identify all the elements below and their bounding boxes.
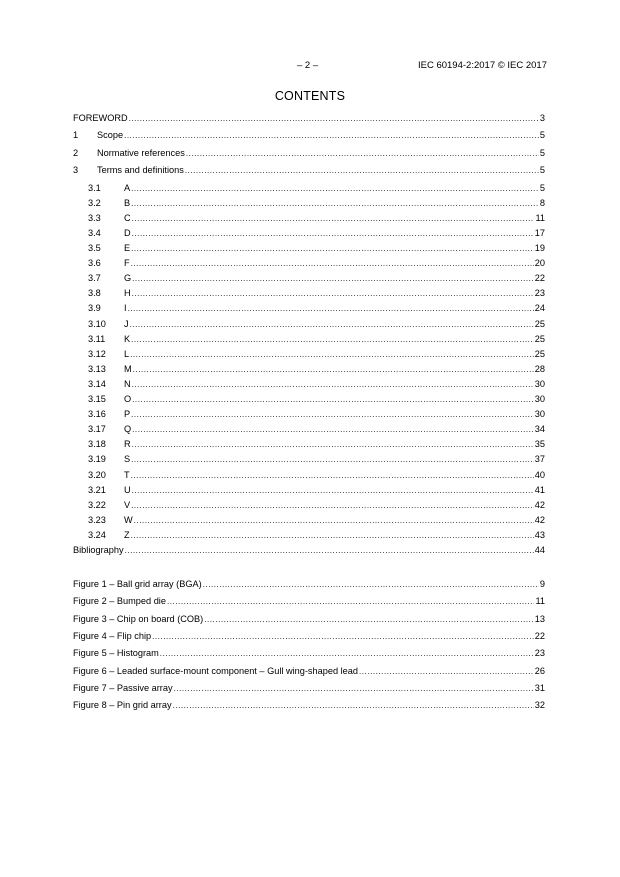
figure-entry-page: 32 [534,700,545,710]
dot-leader [133,363,534,376]
toc-entry-label: Z [124,530,130,540]
toc-entry[interactable] [73,453,545,466]
dot-leader [131,242,534,255]
dot-leader [131,408,534,421]
toc-entry-number: 3.4 [88,228,101,238]
toc-entry-page: 44 [534,545,545,555]
dot-leader [132,423,534,436]
toc-entry-page: 25 [534,349,545,359]
dot-leader [132,227,534,240]
figure-entry[interactable] [73,647,545,660]
toc-entry-number: 1 [73,130,79,140]
toc-entry-label: T [124,470,130,480]
toc-entry-page: 42 [534,515,545,525]
figure-entry[interactable] [73,682,545,695]
toc-entry[interactable] [73,378,545,391]
figure-entry-label: Figure 6 – Leaded surface-mount component – Gull wing-shaped lead [73,666,358,676]
toc-entry-number: 2 [73,148,79,158]
toc-entry-number: 3.19 [88,454,106,464]
toc-entry[interactable] [73,484,545,497]
toc-entry-number: 3.16 [88,409,106,419]
dot-leader [131,197,539,210]
toc-entry-page: 23 [534,288,545,298]
toc-entry-label: F [124,258,130,268]
page-number: – 2 – [297,60,319,71]
toc-entry-page: 17 [534,228,545,238]
toc-entry[interactable] [73,363,545,376]
toc-entry-label: M [124,364,132,374]
toc-entry-number: 3.5 [88,243,101,253]
figure-entry-page: 23 [534,648,545,658]
toc-entry[interactable] [73,147,545,160]
dot-leader [132,393,534,406]
dot-leader [167,595,535,608]
figure-entry[interactable] [73,595,545,608]
toc-entry[interactable] [73,257,545,270]
toc-entry-label: E [124,243,131,253]
toc-entry[interactable] [73,348,545,361]
toc-entry-label: O [124,394,132,404]
toc-entry-number: 3 [73,165,79,175]
dot-leader [131,257,534,270]
toc-entry-page: 19 [534,243,545,253]
toc-entry[interactable] [73,333,545,346]
toc-entry[interactable] [73,242,545,255]
toc-entry-number: 3.20 [88,470,106,480]
figure-entry-page: 22 [534,631,545,641]
toc-entry-number: 3.6 [88,258,101,268]
toc-entry-label: L [124,349,130,359]
dot-leader [130,348,534,361]
toc-entry-page: 41 [534,485,545,495]
dot-leader [128,302,534,315]
toc-entry-number: 3.21 [88,485,106,495]
dot-leader [134,514,534,527]
dot-leader [132,484,534,497]
dot-leader [131,499,534,512]
toc-entry-number: 3.18 [88,439,106,449]
toc-entry[interactable] [73,197,545,210]
figure-entry[interactable] [73,578,545,591]
figure-entry-label: Figure 5 – Histogram [73,648,159,658]
dot-leader [131,453,534,466]
toc-entry-number: 3.15 [88,394,106,404]
page-title: CONTENTS [274,89,346,103]
figure-entry-page: 9 [539,579,545,589]
toc-entry-label: D [124,228,131,238]
toc-entry-page: 30 [534,394,545,404]
toc-entry-page: 37 [534,454,545,464]
standard-reference: IEC 60194-2:2017 © IEC 2017 [417,60,547,71]
toc-entry-page: 5 [539,148,545,158]
dot-leader [124,129,539,142]
toc-entry-page: 11 [535,213,545,223]
toc-entry-label: W [124,515,133,525]
dot-leader [132,438,534,451]
toc-entry-page: 5 [539,183,545,193]
figure-entry-page: 13 [534,614,545,624]
dot-leader [359,665,534,678]
toc-entry-label: S [124,454,131,464]
toc-entry-label: Scope [97,130,124,140]
toc-entry[interactable] [73,438,545,451]
dot-leader [152,630,534,643]
toc-entry-label: V [124,500,131,510]
toc-entry-page: 24 [534,303,545,313]
toc-entry-number: 3.7 [88,273,101,283]
figure-entry[interactable] [73,665,545,678]
dot-leader [173,699,534,712]
toc-entry-page: 40 [534,470,545,480]
toc-entry[interactable] [73,129,545,142]
dot-leader [129,112,539,125]
toc-entry-number: 3.12 [88,349,106,359]
toc-entry-page: 35 [534,439,545,449]
toc-entry[interactable] [73,529,545,542]
toc-entry-label: C [124,213,131,223]
toc-entry-page: 5 [539,130,545,140]
toc-entry-label: FOREWORD [73,113,128,123]
dot-leader [131,529,534,542]
toc-entry-label: N [124,379,131,389]
toc-entry[interactable] [73,227,545,240]
toc-entry-number: 3.24 [88,530,106,540]
toc-entry-number: 3.14 [88,379,106,389]
toc-entry[interactable] [73,287,545,300]
toc-entry[interactable] [73,272,545,285]
toc-entry[interactable] [73,212,545,225]
figure-entry-page: 26 [534,666,545,676]
figure-entry-label: Figure 2 – Bumped die [73,596,166,606]
toc-entry-label: H [124,288,131,298]
dot-leader [131,333,534,346]
toc-entry-page: 34 [534,424,545,434]
figure-entry-label: Figure 1 – Ball grid array (BGA) [73,579,202,589]
toc-entry-number: 3.13 [88,364,106,374]
toc-entry-page: 43 [534,530,545,540]
toc-entry[interactable] [73,302,545,315]
toc-entry-page: 5 [539,165,545,175]
toc-entry[interactable] [73,318,545,331]
dot-leader [132,272,534,285]
toc-entry[interactable] [73,469,545,482]
toc-entry[interactable] [73,408,545,421]
toc-entry[interactable] [73,544,545,557]
toc-entry-page: 25 [534,319,545,329]
dot-leader [132,378,534,391]
dot-leader [186,147,539,160]
toc-entry[interactable] [73,164,545,177]
figure-entry-label: Figure 3 – Chip on board (COB) [73,614,204,624]
toc-entry-page: 30 [534,409,545,419]
toc-entry-page: 30 [534,379,545,389]
toc-entry-page: 22 [534,273,545,283]
toc-entry-page: 20 [534,258,545,268]
toc-entry-page: 3 [539,113,545,123]
toc-entry-label: Q [124,424,132,434]
toc-entry-label: R [124,439,131,449]
dot-leader [203,578,539,591]
toc-entry-page: 42 [534,500,545,510]
toc-entry-number: 3.1 [88,183,101,193]
dot-leader [174,682,534,695]
toc-entry[interactable] [73,393,545,406]
dot-leader [131,182,539,195]
toc-entry[interactable] [73,514,545,527]
figure-entry[interactable] [73,630,545,643]
toc-entry-label: Bibliography [73,545,124,555]
toc-entry-label: K [124,334,131,344]
toc-entry-label: U [124,485,131,495]
toc-entry-page: 28 [534,364,545,374]
toc-entry-number: 3.8 [88,288,101,298]
toc-entry-label: B [124,198,131,208]
toc-entry-label: G [124,273,132,283]
dot-leader [131,469,534,482]
toc-entry-number: 3.10 [88,319,106,329]
toc-entry-label: A [124,183,131,193]
dot-leader [132,287,534,300]
toc-entry-label: I [124,303,127,313]
figure-entry-label: Figure 7 – Passive array [73,683,173,693]
toc-entry-label: J [124,319,129,329]
toc-entry-number: 3.17 [88,424,106,434]
toc-entry-label: Terms and definitions [97,165,184,175]
toc-entry-number: 3.9 [88,303,101,313]
figure-entry-label: Figure 8 – Pin grid array [73,700,172,710]
dot-leader [204,613,534,626]
dot-leader [130,318,534,331]
dot-leader [132,212,535,225]
figure-entry[interactable] [73,699,545,712]
toc-entry-page: 25 [534,334,545,344]
toc-entry-label: Normative references [97,148,185,158]
figure-entry-label: Figure 4 – Flip chip [73,631,152,641]
toc-entry-page: 8 [539,198,545,208]
figure-entry[interactable] [73,613,545,626]
dot-leader [125,544,534,557]
toc-entry-label: P [124,409,131,419]
toc-entry[interactable] [73,423,545,436]
toc-entry-number: 3.2 [88,198,101,208]
toc-entry[interactable] [73,499,545,512]
dot-leader [160,647,534,660]
toc-entry[interactable] [73,112,545,125]
toc-entry-number: 3.11 [88,334,106,344]
toc-entry-number: 3.3 [88,213,101,223]
figure-entry-page: 31 [534,683,545,693]
figure-entry-page: 11 [535,596,545,606]
toc-entry[interactable] [73,182,545,195]
toc-entry-number: 3.23 [88,515,106,525]
toc-entry-number: 3.22 [88,500,106,510]
dot-leader [185,164,539,177]
